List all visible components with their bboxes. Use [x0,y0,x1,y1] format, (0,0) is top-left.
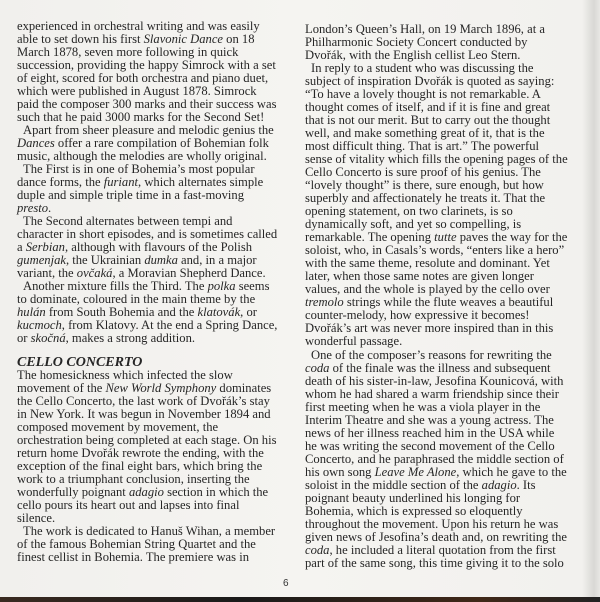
text-segment: offer a rare compilation of Bohemian folk [54,136,269,150]
text-segment: from South Bohemia and the [45,305,198,319]
italic-text: polka [207,279,236,293]
text-segment: opening statement, on two clarinets, is so [305,204,513,218]
text-segment: section in which the [163,485,269,499]
page-bottom-edge [0,597,600,602]
text-segment: wonderfully poignant [17,485,129,499]
text-segment: strings while the flute weaves a beautiful [343,295,554,309]
italic-text: Dances [17,136,55,150]
text-segment: work to a triumphant conclusion, inserting the [17,472,250,486]
italic-text: presto [17,201,49,215]
text-segment: sense of vitality which fills the opening pages of the [305,152,568,166]
text-segment: Concerto, and he paraphrased the middle section of [305,452,564,466]
text-segment: his own song [305,465,375,479]
text-segment: subject of inspiration Dvořák is quoted as saying: [305,74,555,88]
text-segment: of the famous Bohemian String Quartet and the [17,537,256,551]
text-segment: silence. [17,511,56,525]
text-segment: , from Klatovy. At the end a Spring Dance, [61,318,278,332]
text-segment: succession, providing the happy Simrock with a set [17,58,276,72]
text-segment: such that he paid 3000 marks for the Second Set! [17,110,265,124]
right-text-column [305,23,568,570]
text-segment: exception of the final eight bars, which bring the [17,459,263,473]
text-segment: part of the same song, this time giving it to the solo [305,556,564,570]
text-segment: the Cello Concerto, the last work of Dvořák’s stay [17,394,270,408]
text-segment: return home Dvořák rewrote the ending, with the [17,446,264,460]
text-segment: dynamically soft, and yet so compelling, is [305,217,522,231]
text-segment: , makes a strong addition. [65,331,196,345]
text-segment: wonderful passage. [305,334,403,348]
text-segment: , the Ukrainian [65,253,145,267]
text-segment: Dvořák, with the English cellist Leo Stern. [305,48,521,62]
text-segment: , a Moravian Shepherd Dance. [112,266,266,280]
text-segment: CELLO CONCERTO [17,355,143,370]
italic-text: ovčaká [76,266,113,280]
text-segment: . [48,201,52,215]
text-segment: Dvořák’s art was never more inspired than in this [305,321,554,335]
text-segment: Interim Theatre and she was a young actress. The [305,413,554,427]
text-segment: to dominate, coloured in the main theme by the [17,292,256,306]
text-segment: thought comes of itself, and if it is fine and great [305,100,551,114]
text-segment: The homesickness which infected the slow [17,368,233,382]
text-segment: “lovely thought” is there, sure enough, but how [305,178,544,192]
text-segment: Apart from sheer pleasure and melodic genius the [23,123,274,137]
text-segment: most difficult thing. That is art.” The powerful [305,139,539,153]
italic-text: Slavonic Dance [143,32,224,46]
text-segment: experienced in orchestral writing and was easily [17,19,260,33]
text-segment: paid the composer 300 marks and their success was [17,97,277,111]
text-segment: remarkable. The opening [305,230,435,244]
text-segment: he was writing the second movement of the Cello [305,439,555,453]
text-segment: London’s Queen’s Hall, on 19 March 1896, at a [305,22,545,36]
text-segment: Another mixture fills the Third. The [23,279,208,293]
italic-text: Serbian [25,240,65,254]
text-segment: of the finale was the illness and subsequent [329,361,551,375]
text-segment: , although with flavours of the Polish [64,240,253,254]
text-segment: music, although the melodies are wholly original. [17,149,267,163]
italic-text: gumenjak [17,253,66,267]
text-segment: . Its [516,478,536,492]
text-segment: soloist in the middle section of the [305,478,482,492]
text-segment: able to set down his first [17,32,144,46]
text-segment: , or [240,305,257,319]
text-segment: The work is dedicated to Hanuš Wihan, a member [23,524,276,538]
text-line [17,189,277,202]
text-segment: variant, the [17,266,77,280]
text-segment: paves the way for the [456,230,568,244]
text-line [17,332,277,345]
italic-text: Leave Me Alone [374,465,457,479]
text-segment: seems [235,279,270,293]
text-segment: duple and simple triple time in a fast-moving [17,188,244,202]
text-segment: Bohemia, which is expressed so eloquently [305,504,523,518]
text-segment: cello pours its heart out and lapses into final [17,498,240,512]
italic-text: hulán [17,305,46,319]
text-segment: well, and make something great of it, that is the [305,126,545,140]
page-number: 6 [283,578,289,589]
text-segment: One of the composer’s reasons for rewriting the [311,348,552,362]
text-line [305,335,568,348]
text-segment: The First is in one of Bohemia’s most popular [23,162,255,176]
text-segment: counter-melody, how expressive it becomes! [305,308,530,322]
text-segment: later, when those same notes are given longer [305,269,534,283]
text-segment: poignant beauty underlined his longing for [305,491,521,505]
text-segment: , which alternates simple [138,175,264,189]
text-segment: values, and the whole is played by the cello over [305,282,550,296]
text-segment: composed movement by movement, the [17,420,219,434]
text-segment: “To have a lovely thought is not remarkable. A [305,87,541,101]
text-segment: death of his sister-in-law, Jesofina Kounicová, with [305,374,564,388]
text-segment: given news of Jesofina’s death and, on rewriting the [305,530,567,544]
italic-text: coda [305,543,330,557]
italic-text: tremolo [305,295,344,309]
text-segment: in New York. It was begun in November 1894 and [17,407,271,421]
text-segment: movement of the [17,381,106,395]
italic-text: klatovák [197,305,241,319]
italic-text: tutte [434,230,457,244]
text-segment: orchestration being completed at each stage. On his [17,433,277,447]
italic-text: skočná [30,331,66,345]
text-line [305,557,568,570]
italic-text: dumka [144,253,178,267]
text-segment: and, in a major [177,253,257,267]
text-segment: , he included a literal quotation from the first [329,543,556,557]
italic-text: adagio [128,485,164,499]
text-segment: dance forms, the [17,175,104,189]
text-segment: superbly and affectionately he treats it. That the [305,191,546,205]
text-segment: In reply to a student who was discussing the [311,61,534,75]
text-segment: first meeting when he was a viola player in the [305,400,541,414]
text-segment: a [17,240,26,254]
text-segment: with the same theme, resolute and dominant. Yet [305,256,550,270]
italic-text: furiant [103,175,139,189]
text-line [17,499,277,512]
italic-text: New World Symphony [105,381,217,395]
italic-text: adagio [481,478,517,492]
text-line [17,551,277,564]
text-segment: finest cellist in Bohemia. The premiere was in [17,550,249,564]
text-segment: soloist, who, in Casals’s words, “enters like a hero” [305,243,565,257]
italic-text: kucmoch [17,318,62,332]
text-segment: on 18 [223,32,255,46]
text-segment: Philharmonic Society Concert conducted by [305,35,528,49]
text-segment: dominates [216,381,272,395]
text-segment: Cello Concerto is sure proof of his genius. The [305,165,541,179]
text-segment: or [17,331,31,345]
text-segment: March 1878, seven more following in quick [17,45,239,59]
left-text-column [17,20,277,564]
text-segment: character in short episodes, and is sometimes called [17,227,278,241]
italic-text: coda [305,361,330,375]
text-segment: which were published in August 1878. Simrock [17,84,257,98]
text-segment: news of her illness reached him in the USA while [305,426,555,440]
text-segment: of eight, scored for both orchestra and piano duet, [17,71,269,85]
text-segment: , which he gave to the [456,465,567,479]
text-segment: The Second alternates between tempi and [23,214,233,228]
text-segment: that is not our merit. But to carry out the thought [305,113,551,127]
text-segment: whom he had shared a warm friendship since their [305,387,559,401]
text-segment: throughout the movement. Upon his return he was [305,517,559,531]
